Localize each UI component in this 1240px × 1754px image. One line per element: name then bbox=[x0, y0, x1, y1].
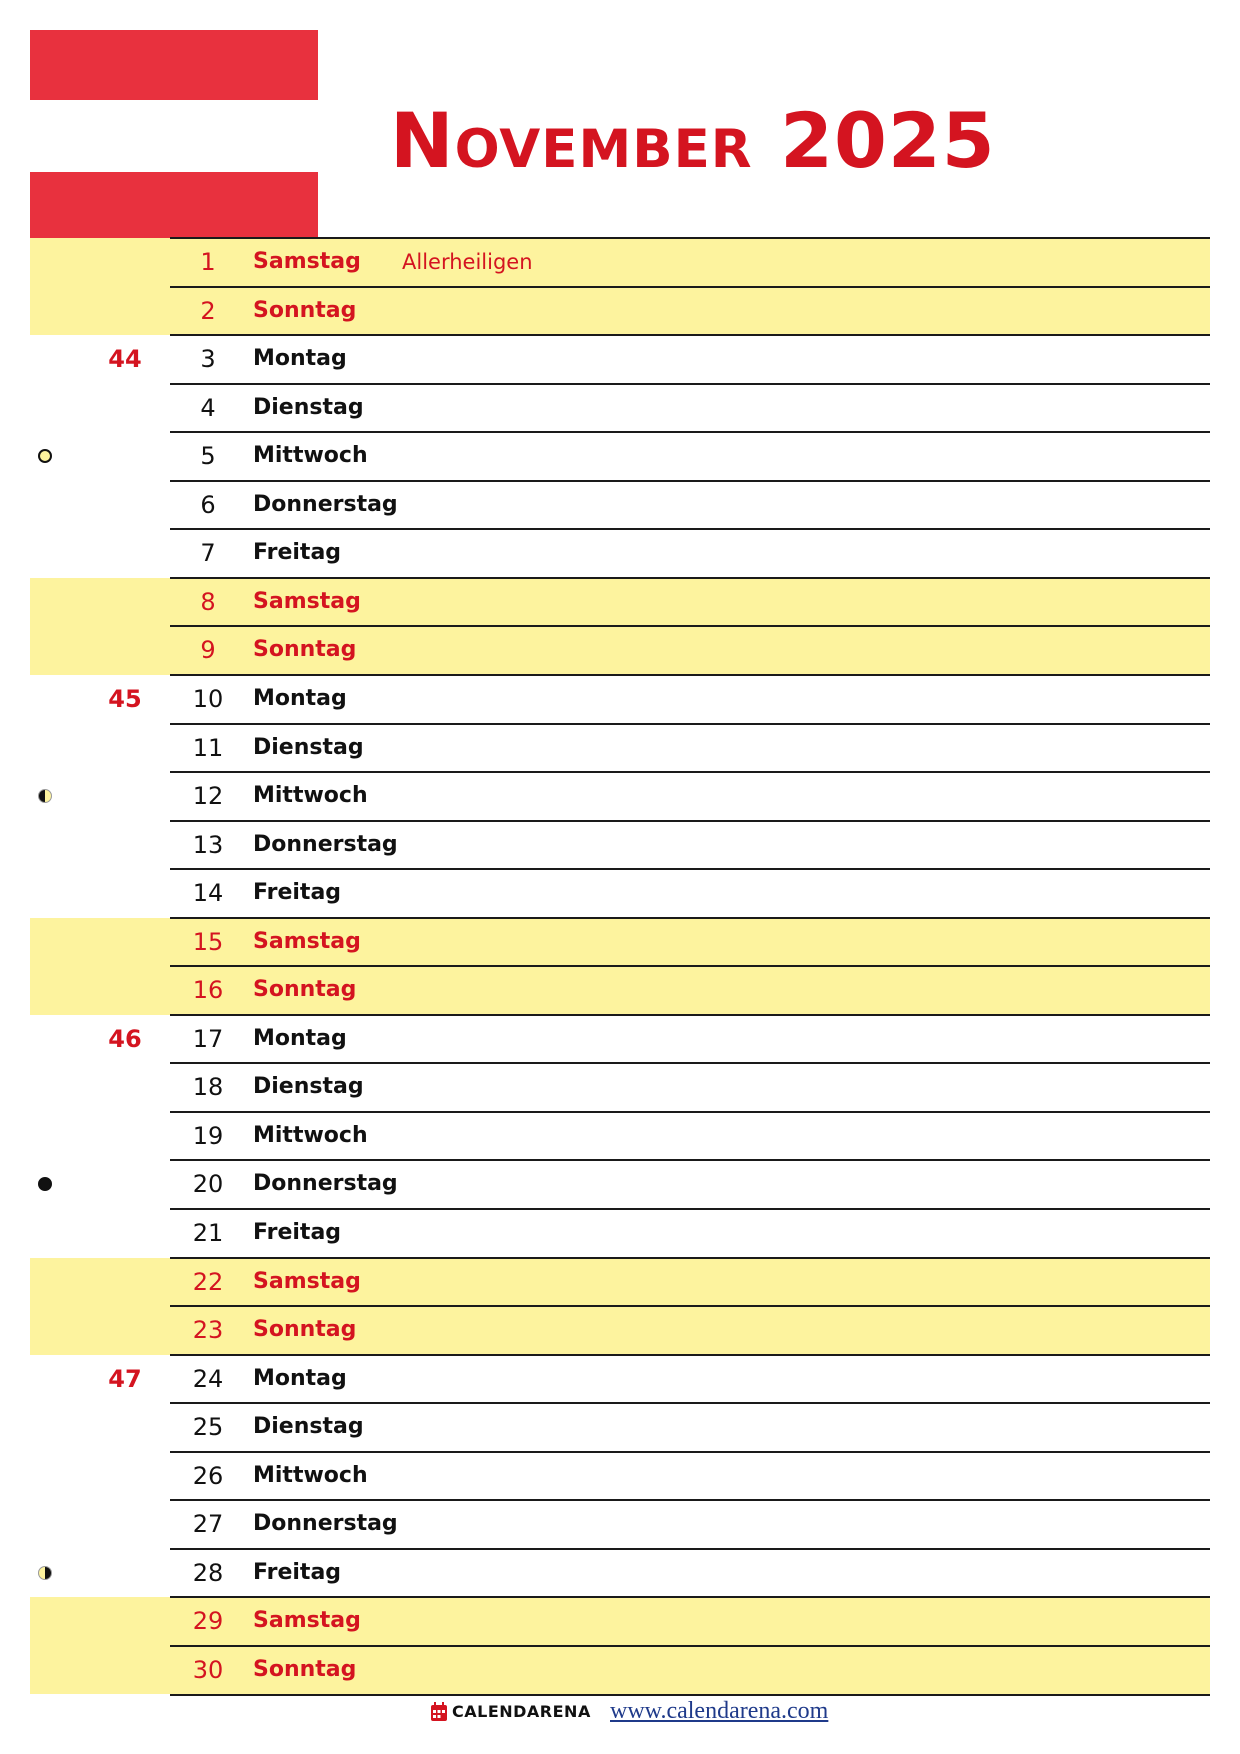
weekday-name: Dienstag bbox=[253, 394, 364, 420]
weekday-name: Freitag bbox=[253, 1559, 342, 1585]
weekday-name: Samstag bbox=[253, 588, 361, 614]
day-number: 16 bbox=[192, 976, 224, 1005]
weekday-name: Montag bbox=[253, 1025, 347, 1051]
weekday-name: Dienstag bbox=[253, 1074, 364, 1100]
day-number: 11 bbox=[192, 733, 224, 762]
weekday-name: Samstag bbox=[253, 1268, 361, 1294]
day-number: 19 bbox=[192, 1121, 224, 1150]
day-number: 1 bbox=[200, 248, 216, 276]
day-number: 14 bbox=[192, 879, 224, 908]
weekday-name: Mittwoch bbox=[253, 1122, 368, 1148]
day-number: 24 bbox=[192, 1364, 224, 1393]
day-number: 4 bbox=[200, 393, 216, 422]
day-number: 25 bbox=[192, 1413, 224, 1442]
day-number: 28 bbox=[192, 1558, 224, 1587]
day-number: 8 bbox=[200, 587, 216, 616]
week-number: 47 bbox=[108, 1364, 142, 1393]
weekday-name: Sonntag bbox=[253, 1656, 357, 1682]
day-number: 5 bbox=[200, 442, 216, 471]
weekday-name: Montag bbox=[253, 346, 347, 372]
day-number: 12 bbox=[192, 782, 224, 811]
weekday-name: Mittwoch bbox=[253, 1462, 368, 1488]
holiday-label: Allerheiligen bbox=[402, 250, 533, 274]
full-moon-icon bbox=[38, 449, 52, 463]
weekday-name: Freitag bbox=[253, 540, 342, 566]
footer bbox=[0, 1696, 1240, 1730]
weekday-name: Freitag bbox=[253, 1220, 342, 1245]
weekday-name: Dienstag bbox=[253, 1414, 364, 1440]
day-number: 18 bbox=[192, 1073, 224, 1102]
weekday-name: Mittwoch bbox=[253, 443, 368, 469]
weekday-name: Montag bbox=[253, 685, 347, 711]
day-number: 22 bbox=[192, 1267, 224, 1296]
day-number: 9 bbox=[200, 636, 216, 665]
week-number: 44 bbox=[108, 345, 142, 374]
day-number: 6 bbox=[200, 490, 216, 519]
day-number: 17 bbox=[192, 1024, 224, 1053]
day-number: 10 bbox=[192, 684, 224, 713]
weekday-name: Freitag bbox=[253, 880, 342, 906]
week-number: 45 bbox=[108, 684, 142, 713]
weekday-name: Donnerstag bbox=[253, 491, 398, 517]
weekday-name: Samstag bbox=[253, 928, 361, 954]
last-quarter-moon-icon bbox=[38, 789, 52, 803]
weekday-name: Sonntag bbox=[253, 1317, 357, 1343]
first-quarter-moon-icon bbox=[38, 1566, 52, 1580]
weekday-name: Sonntag bbox=[253, 977, 357, 1003]
day-number: 20 bbox=[192, 1170, 224, 1199]
day-number: 26 bbox=[192, 1461, 224, 1490]
weekday-name: Samstag bbox=[253, 1608, 361, 1634]
day-number: 29 bbox=[192, 1607, 224, 1636]
website-link[interactable]: www.calendarena.com bbox=[610, 1698, 829, 1724]
day-number: 21 bbox=[192, 1219, 224, 1247]
day-number: 7 bbox=[200, 539, 216, 568]
weekday-name: Donnerstag bbox=[253, 1511, 398, 1537]
week-number: 46 bbox=[108, 1024, 142, 1053]
day-number: 3 bbox=[200, 345, 216, 374]
day-number: 30 bbox=[192, 1655, 224, 1684]
day-number: 13 bbox=[192, 830, 224, 859]
new-moon-icon bbox=[38, 1177, 52, 1191]
weekday-name: Sonntag bbox=[253, 297, 357, 323]
page-title: November 2025 bbox=[390, 96, 996, 185]
calendar-icon bbox=[430, 1702, 448, 1722]
brand-name: CALENDARENA bbox=[452, 1702, 591, 1721]
weekday-name: Samstag bbox=[253, 249, 361, 274]
day-number: 23 bbox=[192, 1316, 224, 1345]
weekday-name: Donnerstag bbox=[253, 1171, 398, 1197]
weekday-name: Donnerstag bbox=[253, 831, 398, 857]
day-number: 2 bbox=[200, 296, 216, 325]
weekday-name: Montag bbox=[253, 1365, 347, 1391]
weekday-name: Sonntag bbox=[253, 637, 357, 663]
weekday-name: Mittwoch bbox=[253, 783, 368, 809]
day-number: 15 bbox=[192, 927, 224, 956]
weekday-name: Dienstag bbox=[253, 734, 364, 760]
day-number: 27 bbox=[192, 1510, 224, 1539]
